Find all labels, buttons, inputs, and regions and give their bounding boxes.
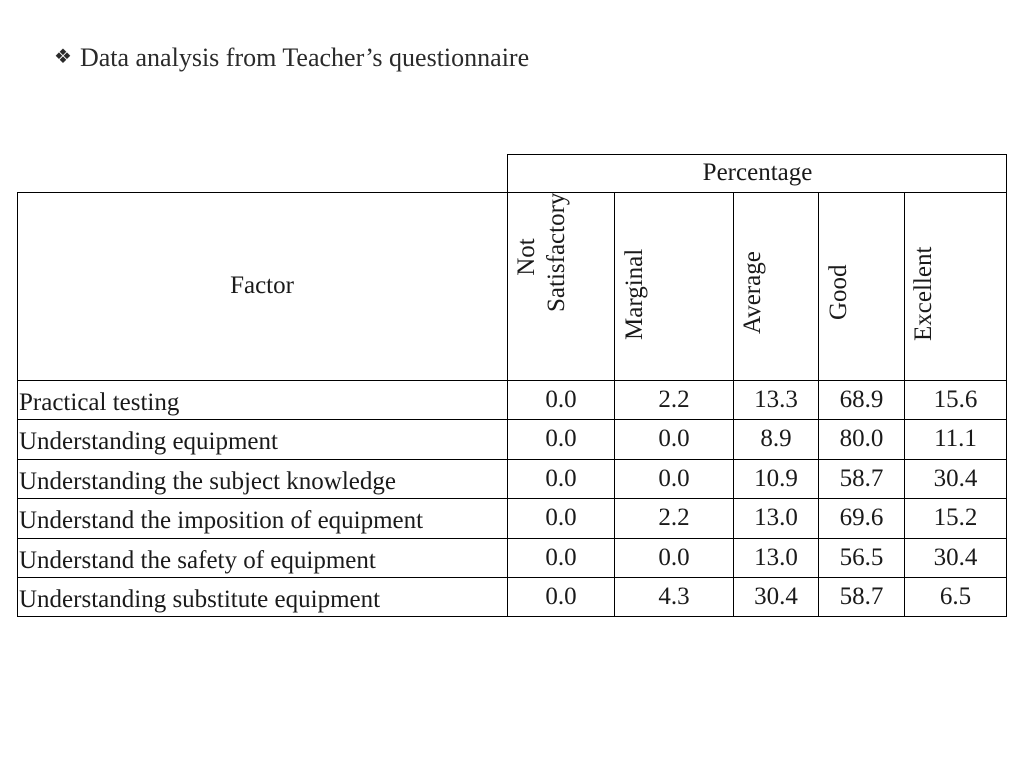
table-cell: 13.0 xyxy=(754,544,798,571)
table-row-factor: Understanding substitute equipment xyxy=(19,586,381,613)
table-cell: 15.6 xyxy=(933,386,978,413)
table-row-factor: Understanding equipment xyxy=(19,428,278,455)
table-cell: 69.6 xyxy=(839,504,884,531)
table-cell: 13.0 xyxy=(754,504,798,531)
table-cell: 0.0 xyxy=(545,504,577,531)
table-cell: 13.3 xyxy=(754,386,798,413)
table-cell: 0.0 xyxy=(545,386,577,413)
table-cell: 30.4 xyxy=(754,583,798,610)
table-cell: 0.0 xyxy=(545,465,577,492)
table-row-factor: Practical testing xyxy=(19,389,180,416)
table-cell: 2.2 xyxy=(658,504,690,531)
table-cell: 30.4 xyxy=(933,544,978,571)
table-row-factor: Understand the safety of equipment xyxy=(19,547,376,574)
table-cell: 4.3 xyxy=(658,583,690,610)
table-cell: 30.4 xyxy=(933,465,978,492)
table-cell: 80.0 xyxy=(839,425,884,452)
page-heading xyxy=(54,42,529,75)
heading-text: Data analysis from Teacher’s questionnaire xyxy=(79,43,530,72)
table-cell: 0.0 xyxy=(545,544,577,571)
column-header-average: Average xyxy=(739,251,766,334)
table-cell: 0.0 xyxy=(658,425,690,452)
factor-header: Factor xyxy=(230,272,294,299)
column-header-not-satisfactory: Not Satisfactory xyxy=(513,192,570,312)
table-cell: 10.9 xyxy=(754,465,798,492)
table-cell: 56.5 xyxy=(839,544,884,571)
table-cell: 8.9 xyxy=(760,425,792,452)
column-header-marginal: Marginal xyxy=(621,248,648,340)
table-cell: 6.5 xyxy=(939,583,972,610)
table-cell: 15.2 xyxy=(933,504,978,531)
table-cell: 58.7 xyxy=(839,465,884,492)
table-cell: 11.1 xyxy=(934,425,977,452)
table-cell: 0.0 xyxy=(545,583,577,610)
diamond-bullet-icon: ❖ xyxy=(54,44,72,68)
table-cell: 0.0 xyxy=(658,544,690,571)
table-cell: 0.0 xyxy=(545,425,577,452)
table-cell: 68.9 xyxy=(839,386,884,413)
table-cell: 2.2 xyxy=(658,386,690,413)
table-cell: 58.7 xyxy=(839,583,884,610)
column-header-good: Good xyxy=(825,264,852,320)
column-header-excellent: Excellent xyxy=(910,246,937,341)
table-row-factor: Understanding the subject knowledge xyxy=(19,468,396,495)
table-cell: 0.0 xyxy=(658,465,690,492)
table-row-factor: Understand the imposition of equipment xyxy=(19,507,424,534)
percentage-header: Percentage xyxy=(702,159,813,186)
